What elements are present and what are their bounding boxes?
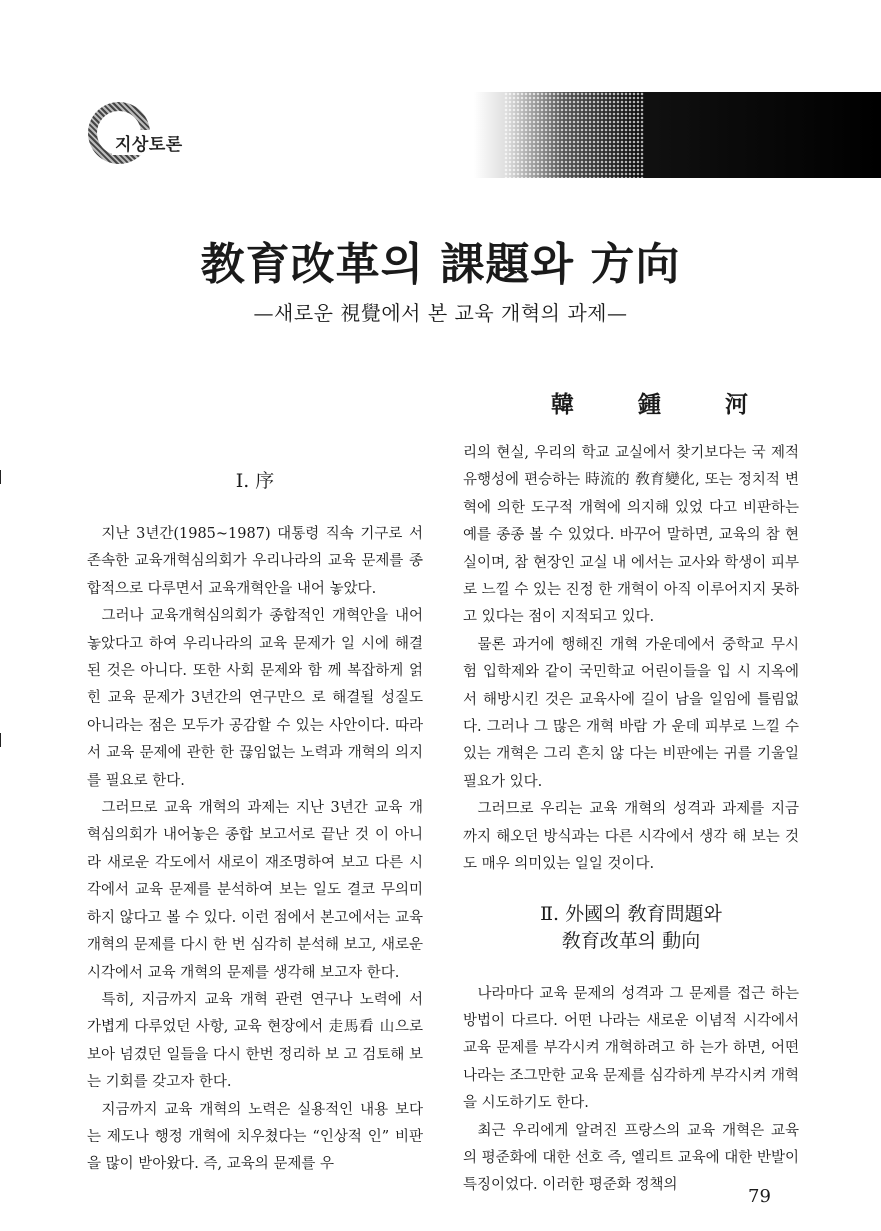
section-heading-2-line1: Ⅱ. 外國의 敎育問題와 <box>540 902 722 925</box>
badge-label: 지상토론 <box>112 130 186 155</box>
paragraph: 그러므로 우리는 교육 개혁의 성격과 과제를 지금까지 해오던 방식과는 다른 시각에서 생각 해 보는 것도 매우 의미있는 일일 것이다. <box>463 801 799 873</box>
paragraph: 특히, 지금까지 교육 개혁 관련 연구나 노력에 서 가볍게 다루었던 사항, 교육 현장에서 走馬看 山으로 보아 넘겼던 일들을 다시 한번 정리하 보 고 검토해 보는 기회를 갖고자 한다. <box>87 991 423 1091</box>
margin-mark <box>0 470 1 484</box>
paragraph: 리의 현실, 우리의 학교 교실에서 찾기보다는 국 제적 유행성에 편승하는 時流的 敎育變化, 또는 정치적 변혁에 의한 도구적 개혁에 의지해 있었 다고 비판하는 예를 종종 볼 수 있었다. 바꾸어 말하면, 교육의 참 현실이며, 참 현장인 교실 내 에서는 교사와 학생이 피부로 느낄 수 있는 진정 한 개혁이 아직 이루어지지 못하고 있다는 점이 지적되고 있다. <box>463 445 799 626</box>
author-name: 韓 鍾 河 <box>550 391 776 418</box>
paragraph: 물론 과거에 행해진 개혁 가운데에서 중학교 무시험 입학제와 같이 국민학교 어린이들을 입 시 지옥에서 해방시킨 것은 교육사에 길이 남을 일임에 틀림없다. 그러나 그 많은 개혁 바람 가 운데 피부로 느낄 수 있는 개혁은 그리 흔치 않 다는 비판에는 귀를 기울일 필요가 있다. <box>463 636 799 790</box>
section-badge <box>88 102 208 174</box>
paragraph: 나라마다 교육 문제의 성격과 그 문제를 접근 하는 방법이 다르다. 어떤 나라는 새로운 이념적 시각에서 교육 문제를 부각시켜 개혁하려고 하 는가 하면, 어떤 나라는 조그만한 교육 문제를 심각하게 부각시켜 개혁을 시도하기도 한다. <box>463 985 799 1112</box>
section-heading-1: Ⅰ. 序 <box>235 470 275 492</box>
paragraph: 지금까지 교육 개혁의 노력은 실용적인 내용 보다는 제도나 행정 개혁에 치우쳤다는 “인상적 인” 비판을 많이 받아왔다. 즉, 교육의 문제를 우 <box>87 1101 423 1173</box>
article-title: 教育改革의 課題와 方向 <box>200 239 681 290</box>
article-subtitle: —새로운 視覺에서 본 교육 개혁의 과제— <box>253 301 628 325</box>
paragraph: 그러므로 교육 개혁의 과제는 지난 3년간 교육 개혁심의회가 내어놓은 종합 보고서로 끝난 것 이 아니라 새로운 각도에서 새로이 재조명하여 보고 다른 시각에서 교육 문제를 분석하여 보는 일도 결코 무의미하지 않다고 볼 수 있다. 이런 점에서 본고에서는 교육 개혁의 문제를 다시 한 번 심각히 분석해 보고, 새로운 시각에서 교육 개혁의 문제를 생각해 보고자 한다. <box>87 800 423 981</box>
paragraph: 그러나 교육개혁심의회가 종합적인 개혁안을 내어 놓았다고 하여 우리나라의 교육 문제가 일 시에 해결된 것은 아니다. 또한 사회 문제와 함 께 복잡하게 얽힌 교육 문제가 3년간의 연구만으 로 해결될 성질도 아니라는 점은 모두가 공감할 수 있는 사안이다. 따라서 교육 문제에 관한 한 끊임없는 노력과 개혁의 의지를 필요로 한다. <box>87 608 423 789</box>
section-heading-2-line2: 敎育改革의 動向 <box>561 929 701 952</box>
paragraph: 최근 우리에게 알려진 프랑스의 교육 개혁은 교육의 평준화에 대한 선호 즉, 엘리트 교육에 대한 반발이 특징이었다. 이러한 평준화 정책의 <box>463 1122 799 1194</box>
paragraph: 지난 3년간(1985~1987) 대통령 직속 기구로 서 존속한 교육개혁심의회가 우리나라의 교육 문제를 종합적으로 다루면서 교육개혁안을 내어 놓았다. <box>87 526 423 597</box>
header-band <box>474 92 881 178</box>
page-number: 79 <box>748 1186 771 1207</box>
right-column <box>463 440 799 1200</box>
left-column <box>87 440 423 1179</box>
section-heading-2 <box>463 879 799 981</box>
margin-mark <box>0 733 1 747</box>
